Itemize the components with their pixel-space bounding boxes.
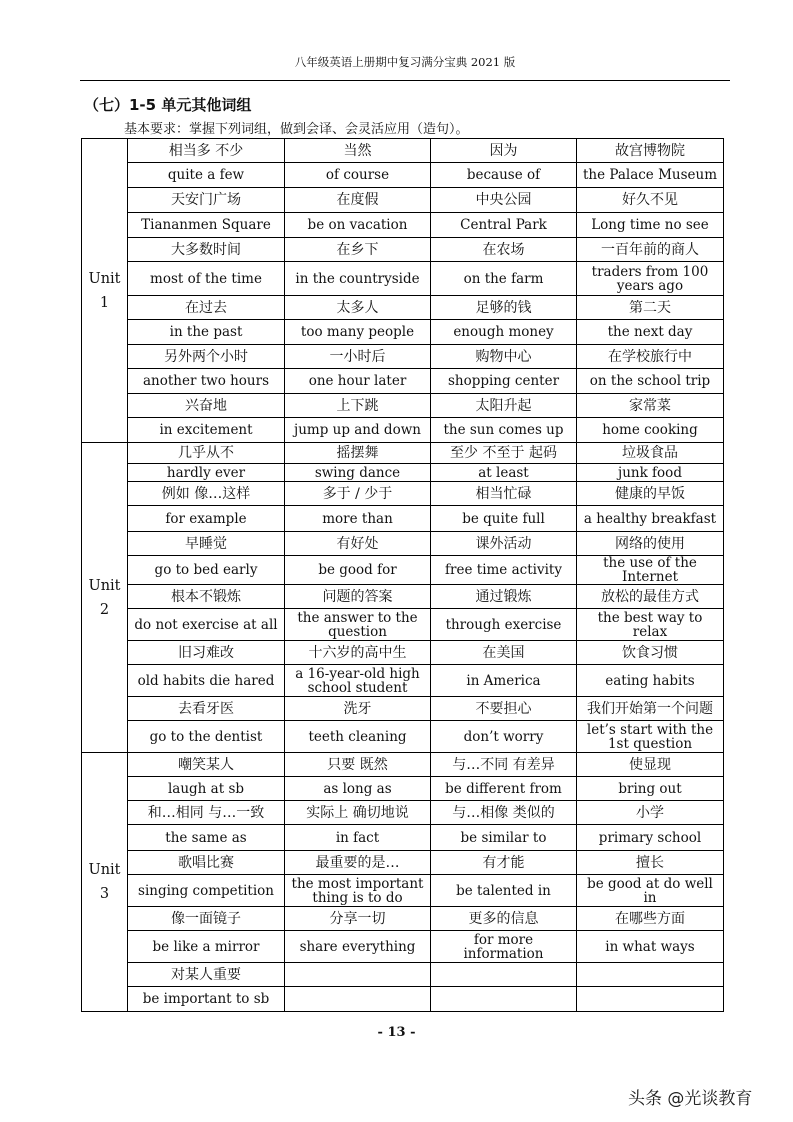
- chinese-phrase-cell: 实际上 确切地说: [285, 801, 431, 825]
- chinese-phrase-cell: 和…相同 与…一致: [128, 801, 285, 825]
- chinese-phrase-cell: 分享一切: [285, 907, 431, 931]
- chinese-phrase-cell: 更多的信息: [431, 907, 577, 931]
- chinese-phrase-cell: 饮食习惯: [577, 641, 724, 665]
- page-header: 八年级英语上册期中复习满分宝典 2021 版: [80, 54, 730, 81]
- english-phrase-cell: do not exercise at all: [128, 609, 285, 641]
- table-row: [82, 345, 724, 369]
- chinese-phrase-cell: 第二天: [577, 296, 724, 320]
- table-row: [82, 556, 724, 585]
- english-phrase-cell: be on vacation: [285, 213, 431, 238]
- chinese-phrase-cell: 课外活动: [431, 532, 577, 556]
- english-phrase-cell: primary school: [577, 825, 724, 851]
- english-phrase-cell: don’t worry: [431, 721, 577, 753]
- english-phrase-cell: a 16-year-old high school student: [285, 665, 431, 697]
- english-phrase-cell: be talented in: [431, 875, 577, 907]
- chinese-phrase-cell: 足够的钱: [431, 296, 577, 320]
- unit-label: Unit 3: [82, 753, 128, 1012]
- english-phrase-cell: home cooking: [577, 418, 724, 443]
- table-row: [82, 163, 724, 188]
- english-phrase-cell: junk food: [577, 464, 724, 482]
- english-phrase-cell: free time activity: [431, 556, 577, 585]
- chinese-phrase-cell: 十六岁的高中生: [285, 641, 431, 665]
- english-phrase-cell: old habits die hared: [128, 665, 285, 697]
- chinese-phrase-cell: 天安门广场: [128, 188, 285, 213]
- chinese-phrase-cell: 几乎从不: [128, 443, 285, 464]
- table-row: [82, 801, 724, 825]
- chinese-phrase-cell: 小学: [577, 801, 724, 825]
- english-phrase-cell: the same as: [128, 825, 285, 851]
- table-row: [82, 875, 724, 907]
- english-phrase-cell: [431, 987, 577, 1012]
- english-phrase-cell: be similar to: [431, 825, 577, 851]
- english-phrase-cell: [285, 987, 431, 1012]
- table-row: [82, 532, 724, 556]
- chinese-phrase-cell: 家常菜: [577, 394, 724, 418]
- chinese-phrase-cell: 旧习难改: [128, 641, 285, 665]
- english-phrase-cell: more than: [285, 506, 431, 532]
- chinese-phrase-cell: 当然: [285, 139, 431, 163]
- english-phrase-cell: teeth cleaning: [285, 721, 431, 753]
- english-phrase-cell: the most important thing is to do: [285, 875, 431, 907]
- table-row: [82, 987, 724, 1012]
- chinese-phrase-cell: 相当多 不少: [128, 139, 285, 163]
- english-phrase-cell: quite a few: [128, 163, 285, 188]
- page-number: - 13 -: [377, 1025, 416, 1040]
- chinese-phrase-cell: 例如 像…这样: [128, 482, 285, 506]
- source-watermark: 头条 @光谈教育: [628, 1089, 753, 1109]
- table-row: [82, 394, 724, 418]
- chinese-phrase-cell: 在过去: [128, 296, 285, 320]
- table-row: [82, 213, 724, 238]
- chinese-phrase-cell: 在学校旅行中: [577, 345, 724, 369]
- english-phrase-cell: as long as: [285, 777, 431, 801]
- chinese-phrase-cell: 太多人: [285, 296, 431, 320]
- english-phrase-cell: in the countryside: [285, 262, 431, 296]
- table-row: [82, 443, 724, 464]
- unit-label: Unit 1: [82, 139, 128, 443]
- english-phrase-cell: Tiananmen Square: [128, 213, 285, 238]
- chinese-phrase-cell: 在哪些方面: [577, 907, 724, 931]
- english-phrase-cell: traders from 100 years ago: [577, 262, 724, 296]
- chinese-phrase-cell: [577, 963, 724, 987]
- chinese-phrase-cell: 健康的早饭: [577, 482, 724, 506]
- chinese-phrase-cell: 在农场: [431, 238, 577, 262]
- chinese-phrase-cell: 我们开始第一个问题: [577, 697, 724, 721]
- chinese-phrase-cell: 上下跳: [285, 394, 431, 418]
- english-phrase-cell: through exercise: [431, 609, 577, 641]
- english-phrase-cell: eating habits: [577, 665, 724, 697]
- table-row: [82, 609, 724, 641]
- chinese-phrase-cell: 根本不锻炼: [128, 585, 285, 609]
- chinese-phrase-cell: 好久不见: [577, 188, 724, 213]
- chinese-phrase-cell: 中央公园: [431, 188, 577, 213]
- table-row: [82, 296, 724, 320]
- english-phrase-cell: enough money: [431, 320, 577, 345]
- chinese-phrase-cell: 因为: [431, 139, 577, 163]
- chinese-phrase-cell: 太阳升起: [431, 394, 577, 418]
- chinese-phrase-cell: 去看牙医: [128, 697, 285, 721]
- english-phrase-cell: in America: [431, 665, 577, 697]
- chinese-phrase-cell: [431, 963, 577, 987]
- english-phrase-cell: be good for: [285, 556, 431, 585]
- english-phrase-cell: a healthy breakfast: [577, 506, 724, 532]
- chinese-phrase-cell: 像一面镜子: [128, 907, 285, 931]
- english-phrase-cell: at least: [431, 464, 577, 482]
- table-row: [82, 464, 724, 482]
- chinese-phrase-cell: 在度假: [285, 188, 431, 213]
- english-phrase-cell: the answer to the question: [285, 609, 431, 641]
- english-phrase-cell: bring out: [577, 777, 724, 801]
- table-row: [82, 777, 724, 801]
- english-phrase-cell: of course: [285, 163, 431, 188]
- english-phrase-cell: be good at do well in: [577, 875, 724, 907]
- chinese-phrase-cell: 相当忙碌: [431, 482, 577, 506]
- english-phrase-cell: the sun comes up: [431, 418, 577, 443]
- chinese-phrase-cell: 洗牙: [285, 697, 431, 721]
- chinese-phrase-cell: 一小时后: [285, 345, 431, 369]
- english-phrase-cell: swing dance: [285, 464, 431, 482]
- chinese-phrase-cell: 垃圾食品: [577, 443, 724, 464]
- table-row: [82, 907, 724, 931]
- english-phrase-cell: too many people: [285, 320, 431, 345]
- english-phrase-cell: one hour later: [285, 369, 431, 394]
- table-row: [82, 641, 724, 665]
- chinese-phrase-cell: 有好处: [285, 532, 431, 556]
- english-phrase-cell: the next day: [577, 320, 724, 345]
- chinese-phrase-cell: 擅长: [577, 851, 724, 875]
- chinese-phrase-cell: 网络的使用: [577, 532, 724, 556]
- chinese-phrase-cell: 在美国: [431, 641, 577, 665]
- table-row: [82, 320, 724, 345]
- english-phrase-cell: on the farm: [431, 262, 577, 296]
- english-phrase-cell: in the past: [128, 320, 285, 345]
- chinese-phrase-cell: 故宫博物院: [577, 139, 724, 163]
- chinese-phrase-cell: 购物中心: [431, 345, 577, 369]
- chinese-phrase-cell: 放松的最佳方式: [577, 585, 724, 609]
- english-phrase-cell: jump up and down: [285, 418, 431, 443]
- chinese-phrase-cell: 歌唱比赛: [128, 851, 285, 875]
- english-phrase-cell: be quite full: [431, 506, 577, 532]
- table-row: [82, 262, 724, 296]
- english-phrase-cell: shopping center: [431, 369, 577, 394]
- table-row: [82, 188, 724, 213]
- english-phrase-cell: on the school trip: [577, 369, 724, 394]
- chinese-phrase-cell: 通过锻炼: [431, 585, 577, 609]
- table-row: [82, 697, 724, 721]
- unit-label: Unit 2: [82, 443, 128, 753]
- english-phrase-cell: Long time no see: [577, 213, 724, 238]
- english-phrase-cell: go to bed early: [128, 556, 285, 585]
- section-title: （七）1-5 单元其他词组: [84, 96, 252, 114]
- english-phrase-cell: for example: [128, 506, 285, 532]
- english-phrase-cell: most of the time: [128, 262, 285, 296]
- chinese-phrase-cell: 最重要的是…: [285, 851, 431, 875]
- chinese-phrase-cell: 早睡觉: [128, 532, 285, 556]
- english-phrase-cell: singing competition: [128, 875, 285, 907]
- english-phrase-cell: be important to sb: [128, 987, 285, 1012]
- table-row: [82, 139, 724, 163]
- chinese-phrase-cell: 摇摆舞: [285, 443, 431, 464]
- chinese-phrase-cell: 另外两个小时: [128, 345, 285, 369]
- chinese-phrase-cell: 对某人重要: [128, 963, 285, 987]
- chinese-phrase-cell: [285, 963, 431, 987]
- english-phrase-cell: laugh at sb: [128, 777, 285, 801]
- english-phrase-cell: the best way to relax: [577, 609, 724, 641]
- table-row: [82, 585, 724, 609]
- requirement-text: 基本要求：掌握下列词组，做到会译、会灵活应用（造句）。: [124, 122, 469, 137]
- chinese-phrase-cell: 与…不同 有差异: [431, 753, 577, 777]
- chinese-phrase-cell: 与…相像 类似的: [431, 801, 577, 825]
- english-phrase-cell: the Palace Museum: [577, 163, 724, 188]
- english-phrase-cell: in fact: [285, 825, 431, 851]
- chinese-phrase-cell: 嘲笑某人: [128, 753, 285, 777]
- english-phrase-cell: let’s start with the 1st question: [577, 721, 724, 753]
- english-phrase-cell: in excitement: [128, 418, 285, 443]
- english-phrase-cell: because of: [431, 163, 577, 188]
- phrase-table-body: [82, 139, 724, 1012]
- english-phrase-cell: go to the dentist: [128, 721, 285, 753]
- chinese-phrase-cell: 多于 / 少于: [285, 482, 431, 506]
- english-phrase-cell: hardly ever: [128, 464, 285, 482]
- table-row: [82, 665, 724, 697]
- english-phrase-cell: share everything: [285, 931, 431, 963]
- english-phrase-cell: another two hours: [128, 369, 285, 394]
- chinese-phrase-cell: 问题的答案: [285, 585, 431, 609]
- chinese-phrase-cell: 有才能: [431, 851, 577, 875]
- english-phrase-cell: [577, 987, 724, 1012]
- english-phrase-cell: for more information: [431, 931, 577, 963]
- english-phrase-cell: be like a mirror: [128, 931, 285, 963]
- table-row: [82, 238, 724, 262]
- chinese-phrase-cell: 大多数时间: [128, 238, 285, 262]
- chinese-phrase-cell: 一百年前的商人: [577, 238, 724, 262]
- chinese-phrase-cell: 使显现: [577, 753, 724, 777]
- table-row: [82, 851, 724, 875]
- table-row: [82, 931, 724, 963]
- chinese-phrase-cell: 至少 不至于 起码: [431, 443, 577, 464]
- table-row: [82, 825, 724, 851]
- table-row: [82, 721, 724, 753]
- chinese-phrase-cell: 不要担心: [431, 697, 577, 721]
- table-row: [82, 753, 724, 777]
- english-phrase-cell: in what ways: [577, 931, 724, 963]
- phrase-table: [81, 138, 724, 1012]
- table-row: [82, 418, 724, 443]
- table-row: [82, 963, 724, 987]
- english-phrase-cell: be different from: [431, 777, 577, 801]
- english-phrase-cell: the use of the Internet: [577, 556, 724, 585]
- english-phrase-cell: Central Park: [431, 213, 577, 238]
- table-row: [82, 369, 724, 394]
- chinese-phrase-cell: 只要 既然: [285, 753, 431, 777]
- chinese-phrase-cell: 兴奋地: [128, 394, 285, 418]
- chinese-phrase-cell: 在乡下: [285, 238, 431, 262]
- table-row: [82, 506, 724, 532]
- table-row: [82, 482, 724, 506]
